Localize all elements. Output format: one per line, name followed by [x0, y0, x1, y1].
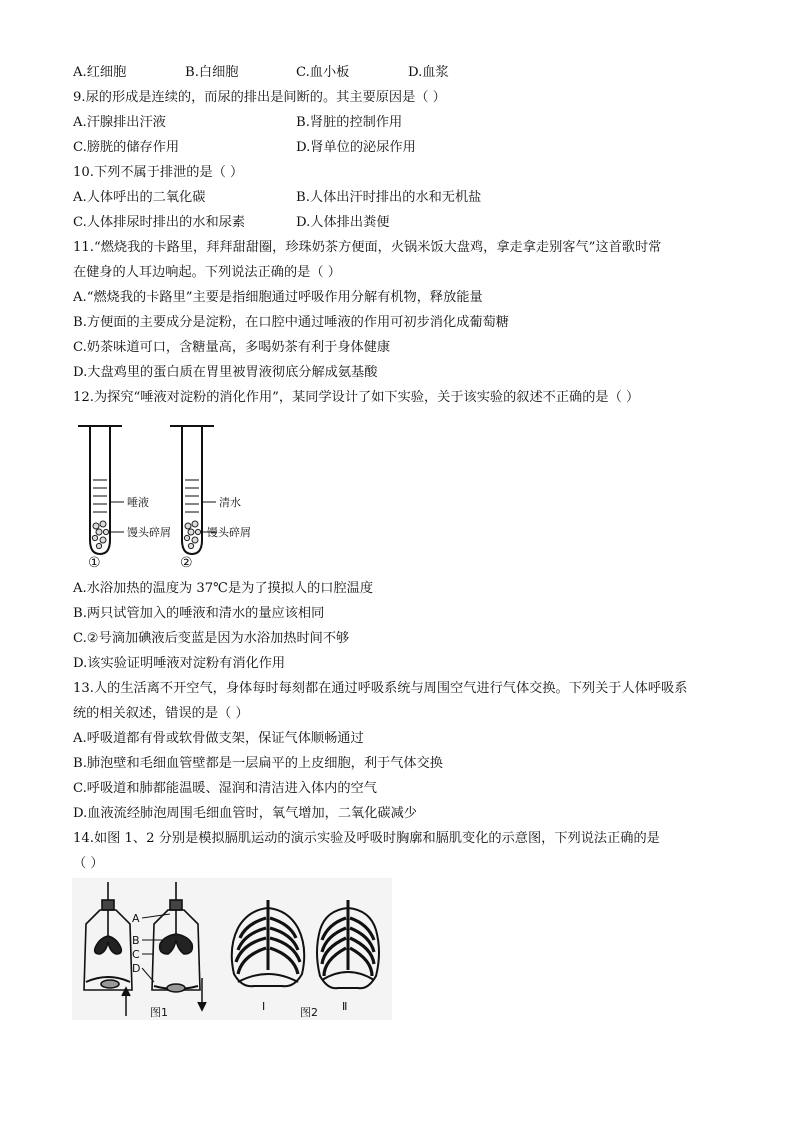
q9-option-b: B.肾脏的控制作用 [296, 115, 403, 130]
tube2-solid-label: 馒头碎屑 [207, 526, 251, 539]
q8-option-a: A.红细胞 [73, 65, 127, 80]
q9-option-d: D.肾单位的泌尿作用 [296, 140, 416, 155]
label-b: B [132, 934, 140, 947]
label-d: D [132, 962, 141, 975]
label-a: A [132, 912, 140, 925]
tube1-number: ① [88, 555, 101, 570]
q14-diaphragm-figure [72, 878, 392, 1020]
tube2-number: ② [180, 555, 193, 570]
q9-option-a: A.汗腺排出汗液 [73, 115, 166, 130]
q11-option-d: D.大盘鸡里的蛋白质在胃里被胃液彻底分解成氨基酸 [73, 365, 378, 380]
q11-stem-line1: 11.“燃烧我的卡路里，拜拜甜甜圈，珍珠奶茶方便面，火锅米饭大盘鸡，拿走拿走别客气”这首歌时常 [73, 240, 662, 255]
q12-option-c: C.②号滴加碘液后变蓝是因为水浴加热时间不够 [73, 631, 350, 646]
q12-stem: 12.为探究“唾液对淀粉的消化作用”，某同学设计了如下实验，关于该实验的叙述不正确的是（ ） [73, 390, 640, 405]
q10-option-a: A.人体呼出的二氧化碳 [73, 190, 206, 205]
q14-stem-line2: （ ） [73, 856, 104, 871]
q13-stem-line1: 13.人的生活离不开空气，身体每时每刻都在通过呼吸系统与周围空气进行气体交换。下列关于人体呼吸系 [73, 681, 688, 696]
tube2-liquid-label: 清水 [219, 496, 241, 509]
roman-2: Ⅱ [342, 1000, 348, 1013]
roman-1: I [262, 1000, 266, 1013]
q14-stem-line1: 14.如图 1、2 分别是模拟膈肌运动的演示实验及呼吸时胸廓和膈肌变化的示意图，下列说法正确的是 [73, 831, 660, 846]
fig1-caption: 图1 [150, 1006, 168, 1019]
q13-option-b: B.肺泡壁和毛细血管壁都是一层扁平的上皮细胞，利于气体交换 [73, 756, 443, 771]
q9-option-c: C.膀胱的储存作用 [73, 140, 180, 155]
q13-option-a: A.呼吸道都有骨或软骨做支架，保证气体顺畅通过 [73, 731, 364, 746]
q10-option-c: C.人体排尿时排出的水和尿素 [73, 215, 246, 230]
label-c: C [132, 948, 140, 961]
q10-option-b: B.人体出汗时排出的水和无机盐 [296, 190, 482, 205]
q10-option-d: D.人体排出粪便 [296, 215, 390, 230]
q12-test-tube-figure [76, 420, 258, 570]
q11-stem-line2: 在健身的人耳边响起。下列说法正确的是（ ） [73, 265, 341, 280]
q13-stem-line2: 统的相关叙述，错误的是（ ） [73, 706, 249, 721]
q12-option-d: D.该实验证明唾液对淀粉有消化作用 [73, 656, 286, 671]
q11-option-c: C.奶茶味道可口，含糖量高，多喝奶茶有利于身体健康 [73, 340, 391, 355]
q8-option-c: C.血小板 [296, 65, 350, 80]
q8-option-d: D.血浆 [408, 65, 449, 80]
tube1-liquid-label: 唾液 [127, 496, 149, 509]
test-tube-1 [78, 426, 124, 554]
q11-option-a: A.“燃烧我的卡路里”主要是指细胞通过呼吸作用分解有机物，释放能量 [73, 290, 483, 305]
q9-stem: 9.尿的形成是连续的，而尿的排出是间断的。其主要原因是（ ） [73, 90, 446, 105]
q13-option-d: D.血液流经肺泡周围毛细血管时，氧气增加，二氧化碳减少 [73, 806, 417, 821]
fig2-caption: 图2 [300, 1006, 318, 1019]
q12-option-b: B.两只试管加入的唾液和清水的量应该相同 [73, 606, 325, 621]
q13-option-c: C.呼吸道和肺都能温暖、湿润和清洁进入体内的空气 [73, 781, 377, 796]
tube1-solid-label: 馒头碎屑 [127, 526, 171, 539]
q11-option-b: B.方便面的主要成分是淀粉，在口腔中通过唾液的作用可初步消化成葡萄糖 [73, 315, 509, 330]
q12-option-a: A.水浴加热的温度为 37℃是为了摸拟人的口腔温度 [73, 581, 374, 596]
q8-option-b: B.白细胞 [185, 65, 239, 80]
q10-stem: 10.下列不属于排泄的是（ ） [73, 165, 244, 180]
